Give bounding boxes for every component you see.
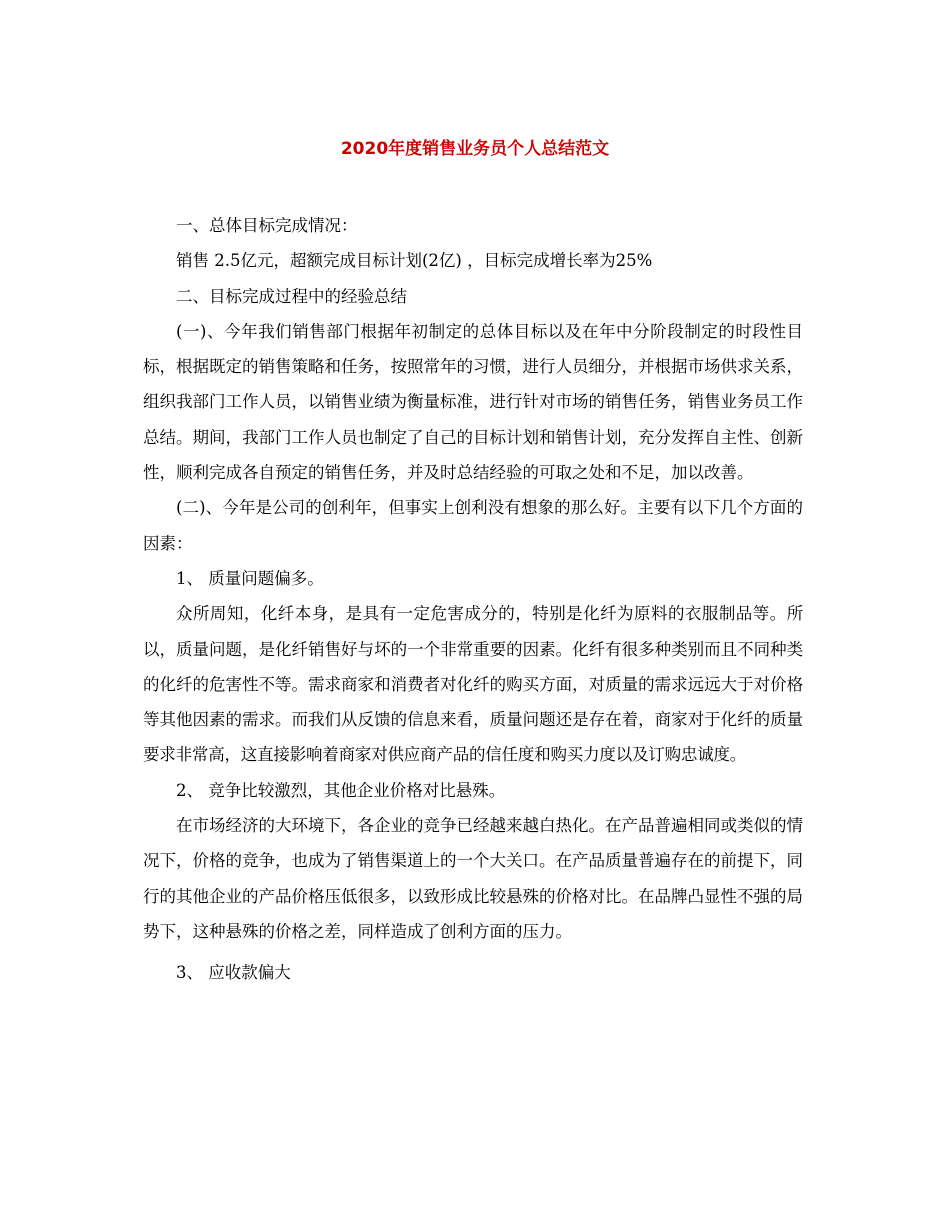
sales-result-paragraph: 销售 2.5亿元，超额完成目标计划(2亿) ，目标完成增长率为25% [176,251,653,271]
experience-paragraph-1: (一)、今年我们销售部门根据年初制定的总体目标以及在年中分阶段制定的时段性目标，根据既定的销售策略和任务，按照常年的习惯，进行人员细分，并根据市场供求关系，组织我部门工作人员，以销售业绩为衡量标准，进行针对市场的销售任务，销售业务员工作总结。期间，我部门工作人员也制定了自己的目标计划和销售计划，充分发挥自主性、创新性，顺利完成各自预定的销售任务，并及时总结经验的可取之处和不足，加以改善。 [143,321,803,483]
document-body [143,208,803,991]
factor-heading-receivables: 3、 应收款偏大 [176,963,291,983]
section-heading-experience: 二、目标完成过程中的经验总结 [176,286,407,306]
factor-heading-competition: 2、 竞争比较激烈，其他企业价格对比悬殊。 [176,780,506,800]
section-heading-overall-goal: 一、总体目标完成情况： [176,216,358,235]
document-title: 2020年度销售业务员个人总结范文 [340,139,610,159]
quality-paragraph: 众所周知，化纤本身，是具有一定危害成分的，特别是化纤为原料的衣服制品等。所以，质量问题，是化纤销售好与坏的一个非常重要的因素。化纤有很多种类别而且不同种类的化纤的危害性不等。需求商家和消费者对化纤的购买方面，对质量的需求远远大于对价格等其他因素的需求。而我们从反馈的信息来看，质量问题还是存在着，商家对于化纤的质量要求非常高，这直接影响着商家对供应商产品的信任度和购买力度以及订购忠诚度。 [143,604,803,765]
competition-paragraph: 在市场经济的大环境下，各企业的竞争已经越来越白热化。在产品普遍相同或类似的情况下，价格的竞争，也成为了销售渠道上的一个大关口。在产品质量普遍存在的前提下，同行的其他企业的产品价格压低很多，以致形成比较悬殊的价格对比。在品牌凸显性不强的局势下，这种悬殊的价格之差，同样造成了创利方面的压力。 [143,816,803,941]
factor-heading-quality: 1、 质量问题偏多。 [176,568,324,588]
experience-paragraph-2: (二)、今年是公司的创利年，但事实上创利没有想象的那么好。主要有以下几个方面的因素： [143,498,803,553]
